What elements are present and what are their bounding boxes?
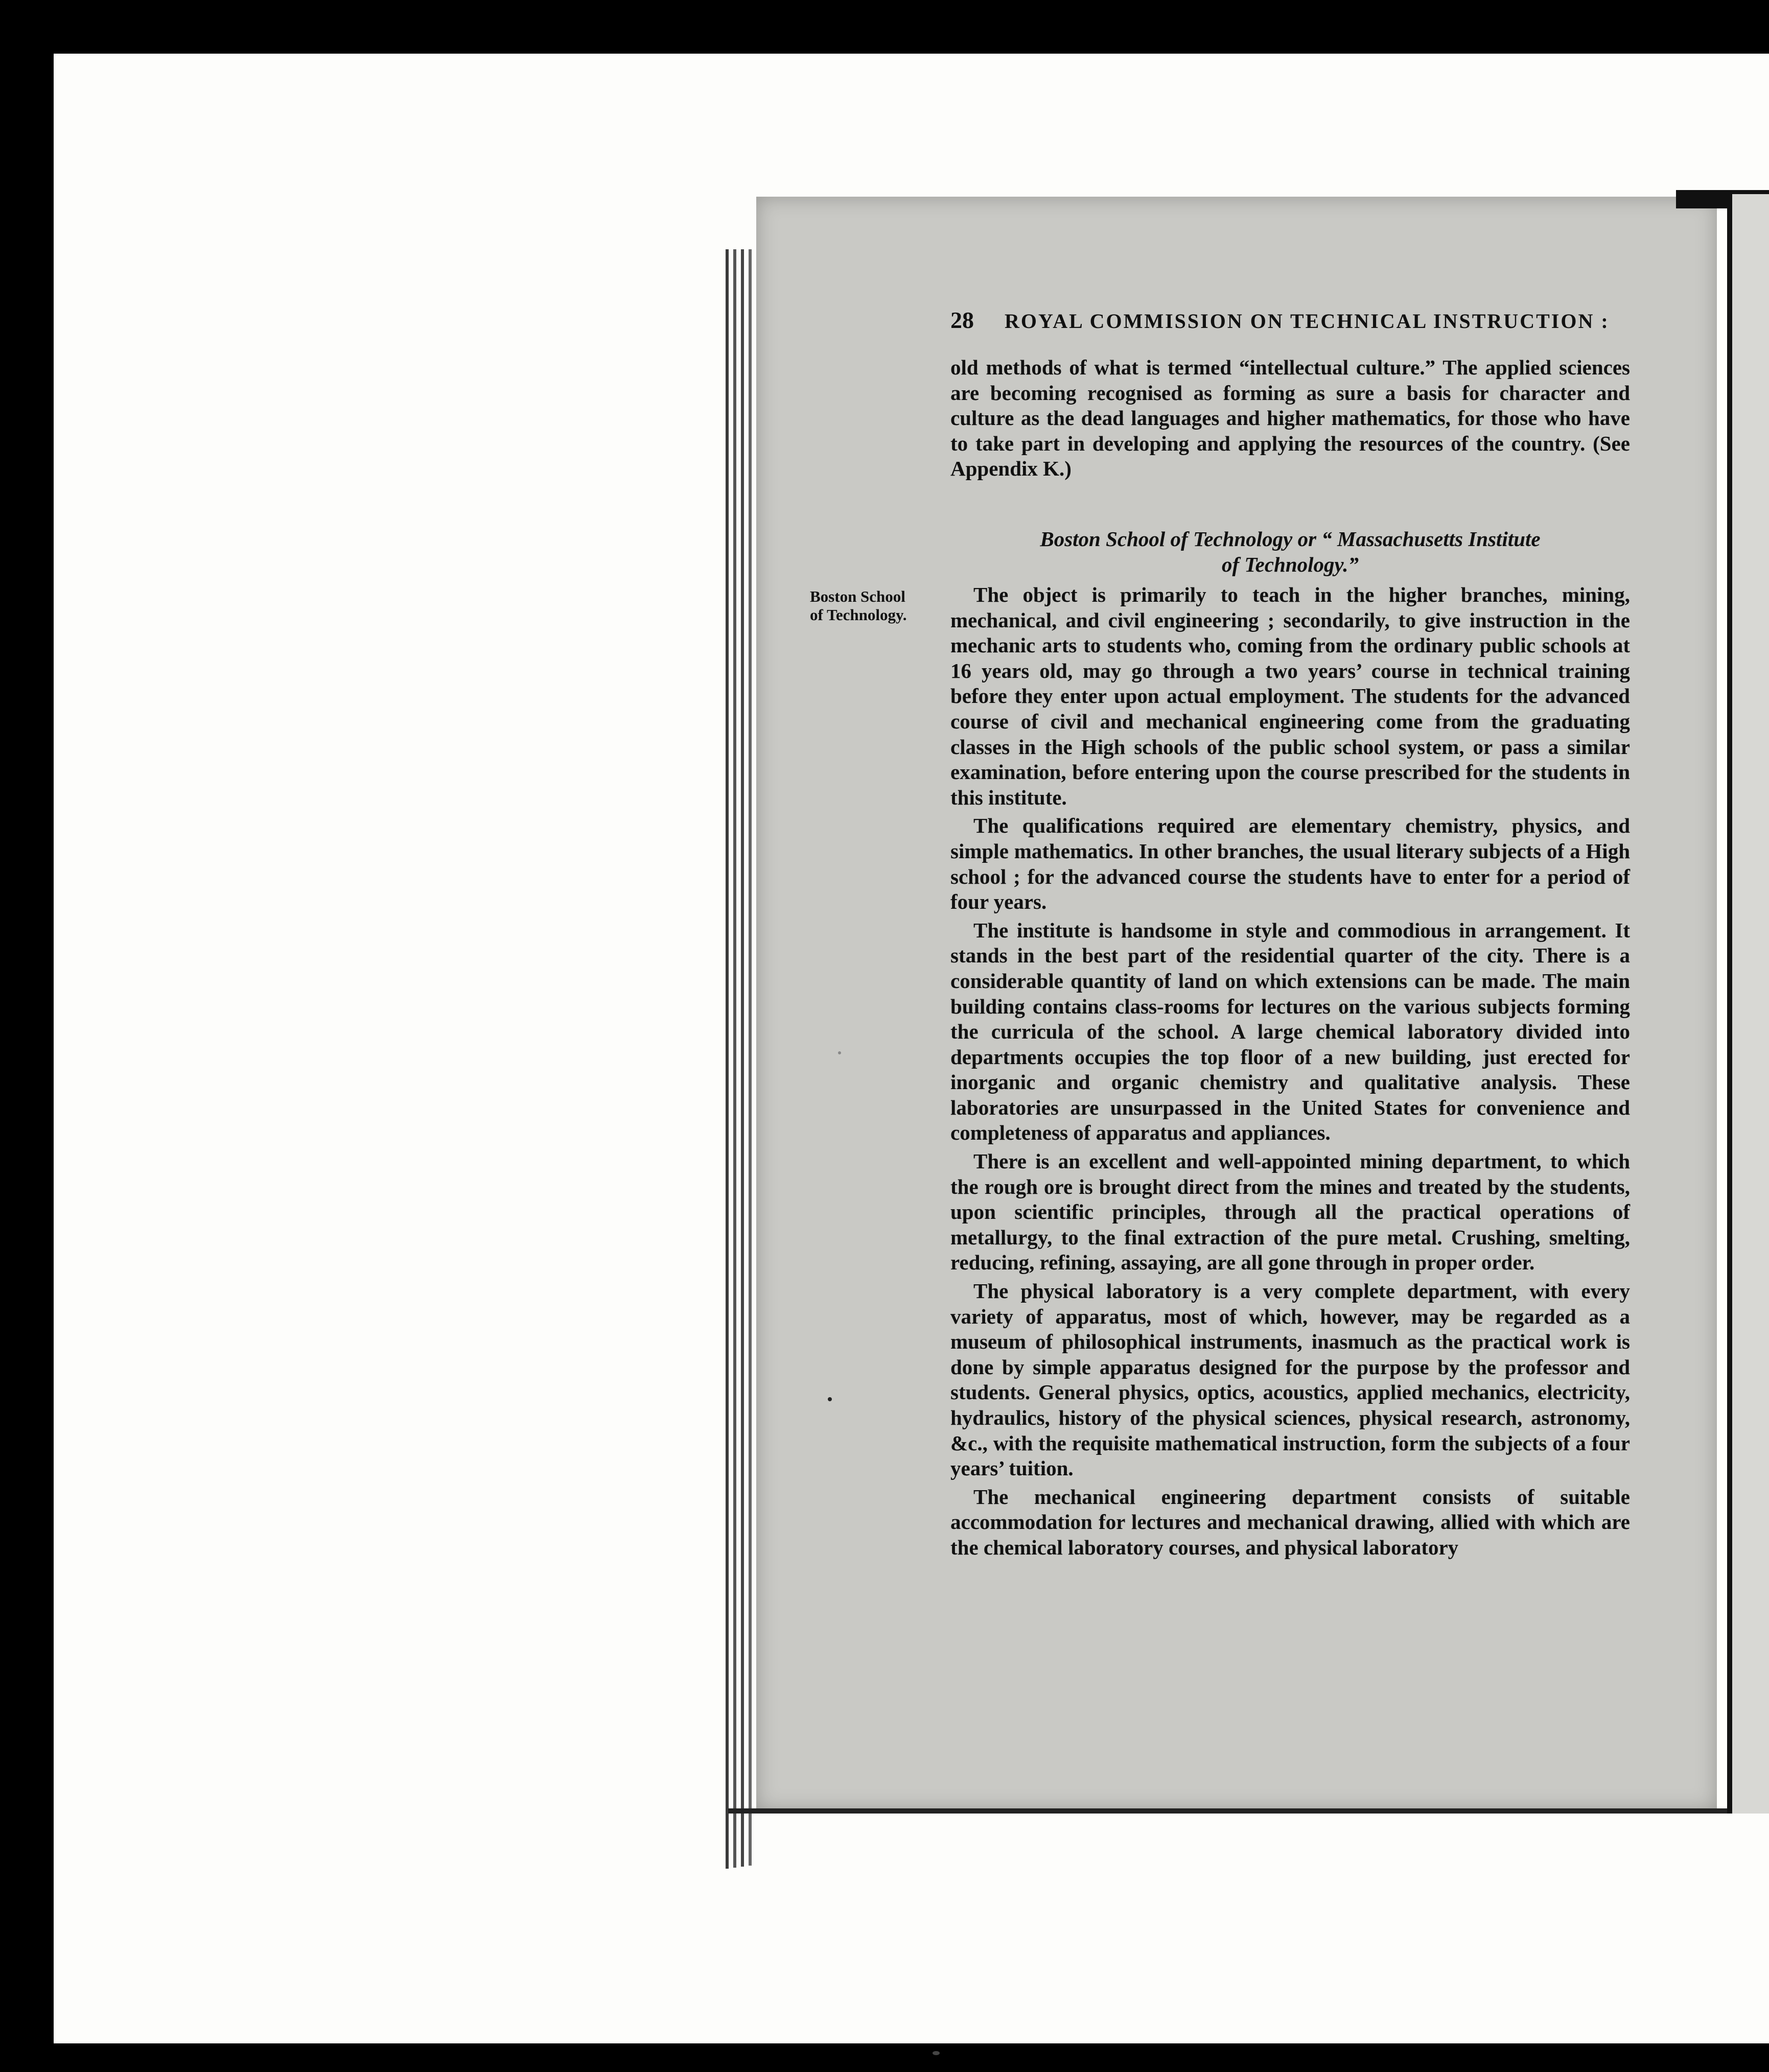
scan-speck (828, 1397, 832, 1401)
section-heading-line-1: Boston School of Technology or “ Massachusetts Institute (1040, 527, 1541, 551)
section-heading-line-2: of Technology.” (1221, 553, 1359, 576)
body-paragraph: There is an excellent and well-appointed mining department, to which the rough ore is brought direct from the mines and treated by the students, upon scientific principles, through all the practical operations of metallurgy, to the final extraction of the pure metal. Crushing, smelting, reducing, refining, assaying, are all gone through in proper order. (950, 1149, 1630, 1275)
facing-page (1727, 194, 1769, 1814)
page-bottom-edge (728, 1808, 1730, 1814)
page-number: 28 (950, 307, 974, 333)
body-paragraph: The institute is handsome in style and commodious in arrangement. It stands in the best part of the residential quarter of the city. There is a considerable quantity of land on which extensions can be made. The main building contains class-rooms for lectures on the various subjects forming the curricula of the school. A large chemical laboratory divided into departments occupies the top floor of a new building, just erected for inorganic and organic chemistry and qualitative analysis. These laboratories are unsurpassed in the United States for convenience and completeness of apparatus and appliances. (950, 918, 1630, 1145)
section-heading (950, 526, 1630, 577)
page-edge (741, 249, 744, 1867)
body-paragraph: The physical laboratory is a very complete department, with every variety of apparatus, most of which, however, may be regarded as a museum of philosophical instruments, inasmuch as the practical work is done by simple apparatus designed for the purpose by the professor and students. General physics, optics, acoustics, applied mechanics, electricity, hydraulics, history of the physical sciences, physical research, astronomy, &c., with the requisite mathematical instruction, form the subjects of a four years’ tuition. (950, 1279, 1630, 1480)
page-edge (726, 249, 729, 1869)
body-paragraph: The object is primarily to teach in the higher branches, mining, mechanical, and civil engineering ; secondarily, to give instruction in the mechanic arts to students who, coming from the ordinary public schools at 16 years old, may go through a two years’ course in technical training before they enter upon actual employment. The students for the advanced course of civil and mechanical engineering come from the graduating classes in the High schools of the public school system, or pass a similar examination, before entering upon the course prescribed for the students in this institute. (950, 583, 1630, 809)
body-paragraph: The mechanical engineering department consists of suitable accommodation for lectures and mechanical drawing, allied with which are the chemical laboratory courses, and physical laboratory (950, 1485, 1630, 1559)
page-edge (749, 249, 752, 1866)
page-edge (733, 249, 736, 1868)
body-text (950, 582, 1630, 1564)
scan-speck (933, 2051, 940, 2055)
side-note-line-2: of Technology. (810, 606, 907, 624)
body-paragraph: The qualifications required are elementary chemistry, physics, and simple mathematics. In other branches, the usual literary subjects of a High school ; for the advanced course the students have to enter for a period of four years. (950, 814, 1630, 914)
intro-text (950, 355, 1630, 482)
side-note-line-1: Boston School (810, 587, 905, 605)
side-note (810, 587, 943, 624)
running-head (950, 307, 1615, 334)
scan-speck (838, 1051, 841, 1054)
running-title: ROYAL COMMISSION ON TECHNICAL INSTRUCTION : (1005, 310, 1610, 333)
intro-paragraph: old methods of what is termed “intellectual culture.” The applied sciences are becoming recognised as forming as sure a basis for character and culture as the dead languages and higher mathematics, for those who have to take part in developing and applying the resources of the country. (See Appendix K.) (950, 356, 1630, 481)
